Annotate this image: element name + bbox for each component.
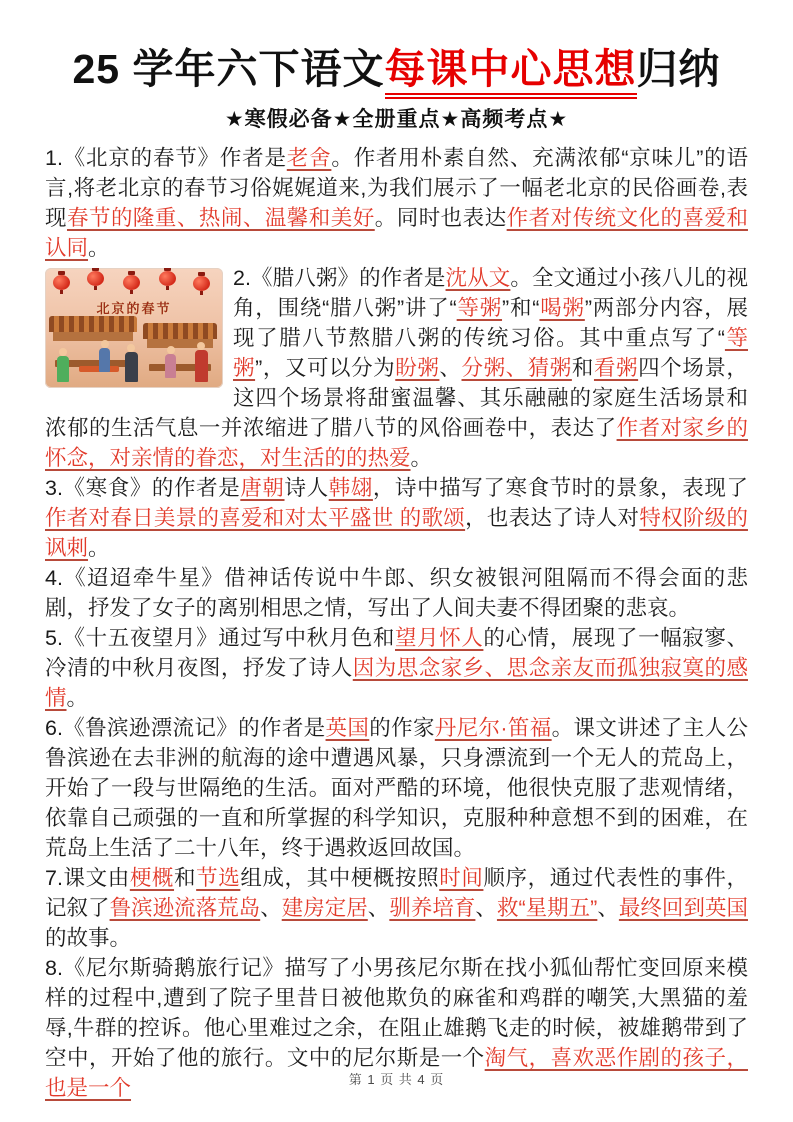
person-figure bbox=[195, 350, 208, 382]
paragraph-2 bbox=[45, 263, 748, 473]
body-text: 顺序，通过代表性的事件，记叙了 bbox=[45, 866, 748, 921]
highlighted-text: 唐朝 bbox=[240, 476, 285, 501]
stall-awning bbox=[49, 316, 137, 332]
body-text: 。全文通过小孩八儿的视角，围绕“腊八粥”讲了“ bbox=[233, 266, 748, 321]
lantern-icon bbox=[53, 275, 70, 290]
highlighted-text: 最终回到英国 bbox=[618, 896, 748, 921]
paragraph-6 bbox=[45, 713, 748, 863]
body-text: ，也表达了诗人对 bbox=[465, 506, 640, 531]
highlighted-text: 节选 bbox=[196, 866, 241, 891]
body-text: 。 bbox=[410, 446, 433, 471]
body-text: 四个场景，这四个场景将甜蜜温馨、其乐融融的家庭生活场景和浓郁的生活气息一并浓缩进了腊八节的风俗画卷中，表达了 bbox=[45, 356, 748, 441]
highlighted-text: 等粥 bbox=[233, 326, 748, 381]
highlighted-text: 盼粥 bbox=[395, 356, 440, 381]
subtitle: ★寒假必备★全册重点★高频考点★ bbox=[224, 108, 569, 132]
body-text: 的心情，展现了一幅寂寥、冷清的中秋月夜图，抒发了诗人 bbox=[45, 626, 748, 681]
body-text: 。 bbox=[66, 686, 89, 711]
body-text: 。作者用朴素自然、充满浓郁“京味儿”的语言,将老北京的春节习俗娓娓道来,为我们展示了一幅老北京的民俗画卷,表现 bbox=[45, 146, 748, 231]
body-text: ”和“ bbox=[502, 296, 540, 321]
body-text: 组成，其中梗概按照 bbox=[240, 866, 440, 891]
highlighted-text: 英国 bbox=[325, 716, 370, 741]
highlighted-text: 看粥 bbox=[593, 356, 639, 381]
body-text: 2.《腊八粥》的作者是 bbox=[233, 266, 446, 291]
lantern-icon bbox=[123, 275, 140, 290]
highlighted-text: 建房定居 bbox=[281, 896, 368, 921]
body-text: 7.课文由 bbox=[45, 866, 130, 891]
title-suffix: 归纳 bbox=[636, 46, 721, 92]
lantern-icon bbox=[193, 276, 210, 291]
highlighted-text: 分粥、猜粥 bbox=[461, 356, 572, 381]
highlighted-text: 老舍 bbox=[286, 146, 332, 171]
body-text: 5.《十五夜望月》通过写中秋月色和 bbox=[45, 626, 395, 651]
paragraph-1 bbox=[45, 143, 748, 263]
title-highlight: 每课中心思想 bbox=[385, 46, 637, 99]
body-text: 8.《尼尔斯骑鹅旅行记》描写了小男孩尼尔斯在找小狐仙帮忙变回原来模样的过程中,遭到了院子里昔日被他欺负的麻雀和鸡群的嘲笑,大黑猫的羞辱,牛群的控诉。他心里难过之余，在阻止雄鹅飞走的时候，被雄鹅带到了空中，开始了他的旅行。文中的尼尔斯是一个 bbox=[45, 956, 748, 1071]
paragraph-3 bbox=[45, 473, 748, 563]
lantern-icon bbox=[87, 271, 104, 286]
body-text: 的作家 bbox=[369, 716, 435, 741]
body-text: 1.《北京的春节》作者是 bbox=[45, 146, 287, 171]
body-text: 和 bbox=[571, 356, 594, 381]
illustration-caption: 北京的春节 bbox=[96, 301, 172, 317]
body-text: 。课文讲述了主人公鲁滨逊在去非洲的航海的途中遭遇风暴，只身漂流到一个无人的荒岛上，开始了一段与世隔绝的生活。面对严酷的环境，他很快克服了悲观情绪，依靠自己顽强的一直和所掌握的科学知识，克服种种意想不到的困难，在荒岛上生活了二十八年，终于遇救返回故国。 bbox=[45, 716, 748, 861]
body-text: 、 bbox=[439, 356, 462, 381]
spring-festival-illustration bbox=[45, 268, 223, 388]
body-text: 、 bbox=[475, 896, 497, 921]
body-text: 、 bbox=[597, 896, 619, 921]
title-prefix: 25 学年六下语文 bbox=[72, 46, 385, 92]
page-footer: 第 1 页 共 4 页 bbox=[348, 1072, 445, 1087]
body-text: ，诗中描写了寒食节时的景象，表现了 bbox=[372, 476, 748, 501]
highlighted-text: 淘气，喜欢恶作剧的孩子，也是一个 bbox=[45, 1046, 748, 1101]
body-text: ”两部分内容，展现了腊八节熬腊八粥的传统习俗。其中重点写了“ bbox=[233, 296, 748, 351]
highlighted-text: 等粥 bbox=[456, 296, 503, 321]
highlighted-text: 作者对春日美景的喜爱和对太平盛世 的歌颂 bbox=[45, 506, 466, 531]
highlighted-text: 时间 bbox=[439, 866, 484, 891]
body-text: 。 bbox=[88, 236, 110, 261]
person-figure bbox=[165, 354, 176, 378]
person-figure bbox=[99, 348, 110, 372]
stall-front bbox=[53, 332, 133, 341]
highlighted-text: 望月怀人 bbox=[395, 626, 484, 651]
document-body bbox=[0, 143, 793, 1103]
body-text: 。 bbox=[88, 536, 110, 561]
body-text: 、 bbox=[260, 896, 282, 921]
body-text: 诗人 bbox=[284, 476, 329, 501]
highlighted-text: 特权阶级的讽刺 bbox=[45, 506, 748, 561]
highlighted-text: 鲁滨逊流落荒岛 bbox=[109, 896, 261, 921]
highlighted-text: 梗概 bbox=[129, 866, 175, 891]
highlighted-text: 作者对家乡的怀念，对亲情的眷恋，对生活的的热爱 bbox=[45, 416, 748, 471]
highlighted-text: 丹尼尔·笛福 bbox=[434, 716, 552, 741]
body-text: 和 bbox=[174, 866, 197, 891]
body-text: 、 bbox=[367, 896, 390, 921]
paragraph-5 bbox=[45, 623, 748, 713]
highlighted-text: 作者对传统文化的喜爱和认同 bbox=[45, 206, 748, 261]
person-figure bbox=[57, 356, 69, 382]
body-text: ”，又可以分为 bbox=[255, 356, 396, 381]
body-text: 的故事。 bbox=[45, 926, 132, 951]
body-text: 4.《迢迢牵牛星》借神话传说中牛郎、织女被银河阻隔而不得会面的悲剧，抒发了女子的离别相思之情，写出了人间夫妻不得团聚的悲哀。 bbox=[45, 566, 748, 621]
paragraph-7 bbox=[45, 863, 748, 953]
highlighted-text: 喝粥 bbox=[539, 296, 585, 321]
body-text: 3.《寒食》的作者是 bbox=[45, 476, 241, 501]
highlighted-text: 韩翃 bbox=[328, 476, 373, 501]
highlighted-text: 因为思念家乡、思念亲友而孤独寂寞的感情 bbox=[45, 656, 748, 711]
stall-awning bbox=[143, 323, 217, 339]
lantern-icon bbox=[159, 271, 176, 286]
person-figure bbox=[125, 352, 138, 382]
highlighted-text: 春节的隆重、热闹、温馨和美好 bbox=[66, 206, 375, 231]
highlighted-text: 驯养培育 bbox=[389, 896, 476, 921]
paragraph-4 bbox=[45, 563, 748, 623]
highlighted-text: 救“星期五” bbox=[496, 896, 598, 921]
body-text: 。同时也表达 bbox=[374, 206, 507, 231]
body-text: 6.《鲁滨逊漂流记》的作者是 bbox=[45, 716, 326, 741]
highlighted-text: 沈从文 bbox=[445, 266, 511, 291]
page-title bbox=[0, 44, 793, 95]
